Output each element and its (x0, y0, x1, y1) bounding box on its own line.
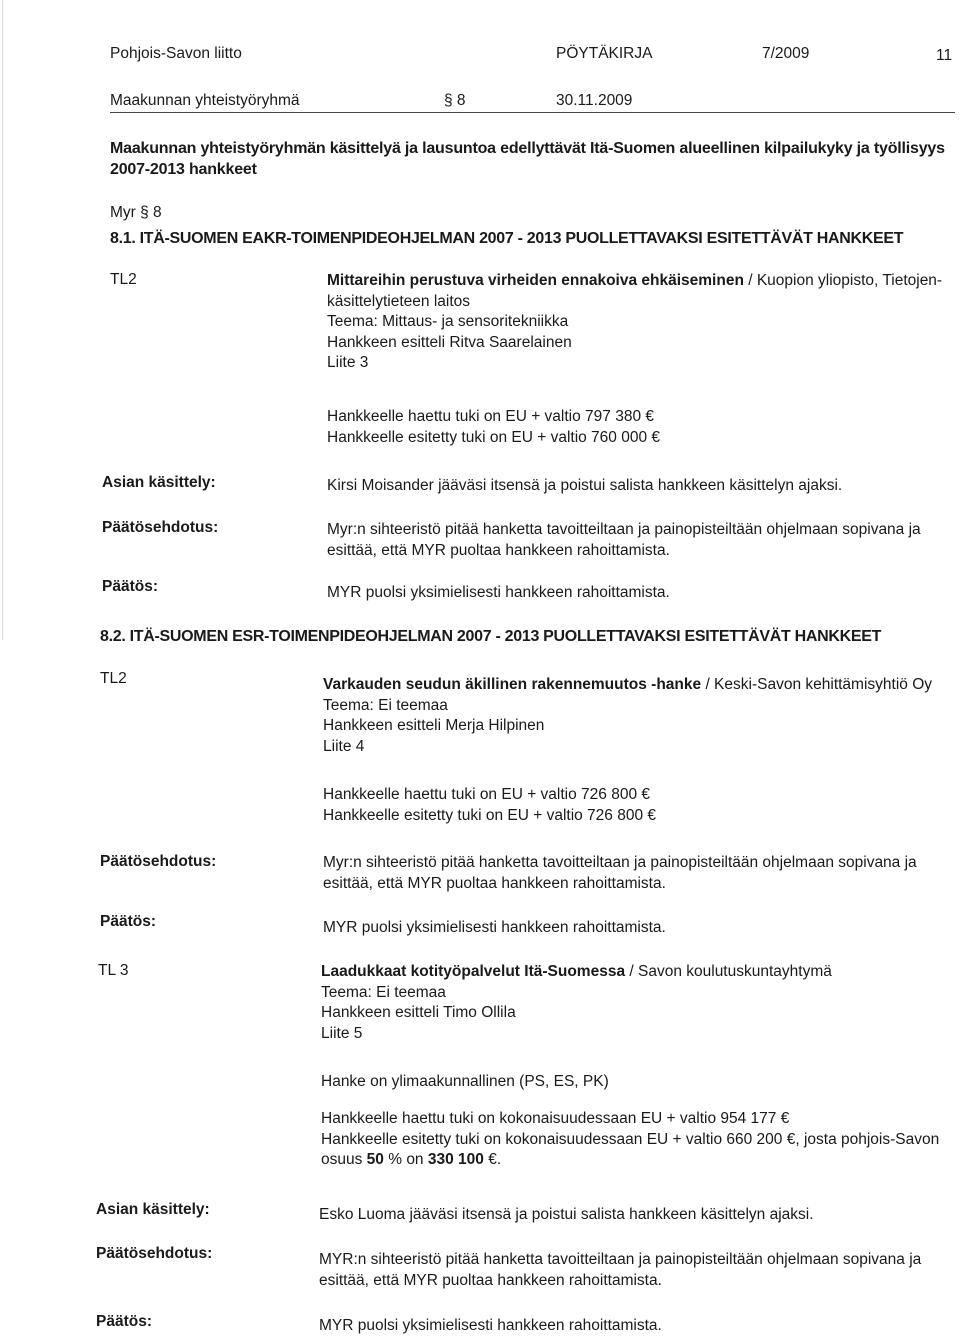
header-date: 30.11.2009 (556, 92, 633, 109)
share-pre: osuus (321, 1151, 367, 1168)
project-theme: Teema: Ei teemaa (323, 696, 448, 714)
handling-text: Esko Luoma jääväsi itsensä ja poistui salista hankkeen käsittelyn ajaksi. (319, 1206, 814, 1223)
header-doc-number: 7/2009 (762, 45, 810, 62)
proposal-block (323, 853, 917, 894)
proposal-label: Päätösehdotus: (100, 853, 217, 870)
project-organization-cont: käsittelytieteen laitos (327, 292, 471, 310)
handling-label: Asian käsittely: (102, 474, 216, 491)
project-info-block (321, 962, 832, 1044)
scan-edge-line (2, 0, 3, 640)
project-code: TL2 (100, 670, 127, 687)
decision-label: Päätös: (102, 578, 158, 595)
project-organization: / Keski-Savon kehittämisyhtiö Oy (701, 676, 933, 693)
funding-proposed: Hankkeelle esitetty tuki on EU + valtio 760 000 € (327, 428, 661, 446)
header-rule (110, 112, 955, 113)
proposal-label: Päätösehdotus: (96, 1245, 213, 1262)
decision-text: MYR puolsi yksimielisesti hankkeen rahoittamista. (323, 919, 666, 936)
proposal-line2: esittää, että MYR puoltaa hankkeen rahoittamista. (319, 1271, 662, 1289)
funding-share (321, 1150, 939, 1171)
proposal-line1: MYR:n sihteeristö pitää hanketta tavoitteiltaan ja painopisteiltään ohjelmaan sopivana ja (319, 1251, 922, 1268)
funding-applied: Hankkeelle haettu tuki on EU + valtio 797 380 € (327, 408, 655, 425)
project-presenter: Hankkeen esitteli Ritva Saarelainen (327, 333, 572, 351)
proposal-line2: esittää, että MYR puoltaa hankkeen rahoittamista. (323, 874, 666, 892)
project-theme: Teema: Mittaus- ja sensoritekniikka (327, 313, 569, 330)
handling-label: Asian käsittely: (96, 1201, 210, 1218)
doc-title-line2: 2007-2013 hankkeet (110, 161, 257, 178)
header-org: Pohjois-Savon liitto (110, 45, 242, 62)
section-heading-eakr: 8.1. ITÄ-SUOMEN EAKR-TOIMENPIDEOHJELMAN 2007 - 2013 PUOLLETTAVAKSI ESITETTÄVÄT HANKKEET (110, 230, 904, 247)
project-theme: Teema: Ei teemaa (321, 983, 446, 1001)
proposal-line1: Myr:n sihteeristö pitää hanketta tavoitteiltaan ja painopisteiltään ohjelmaan sopivana ja (323, 854, 917, 871)
funding-block (327, 407, 660, 448)
header-group: Maakunnan yhteistyöryhmä (110, 92, 300, 109)
project-info-block (323, 675, 932, 757)
proposal-label: Päätösehdotus: (102, 519, 219, 536)
funding-block (323, 785, 656, 826)
decision-label: Päätös: (96, 1313, 152, 1330)
share-mid: % on (383, 1151, 428, 1168)
decision-text: MYR puolsi yksimielisesti hankkeen rahoittamista. (327, 584, 670, 601)
funding-proposed: Hankkeelle esitetty tuki on kokonaisuudessaan EU + valtio 660 200 €, josta pohjois-Savon (321, 1130, 940, 1148)
share-percent: 50 (366, 1151, 384, 1168)
funding-proposed: Hankkeelle esitetty tuki on EU + valtio 726 800 € (323, 806, 657, 824)
project-name: Mittareihin perustuva virheiden ennakoiva ehkäiseminen (327, 272, 744, 289)
project-organization: / Kuopion yliopisto, Tietojen- (743, 272, 943, 289)
myr-reference: Myr § 8 (110, 204, 162, 221)
interregional-note: Hanke on ylimaakunnallinen (PS, ES, PK) (321, 1073, 609, 1090)
project-code: TL2 (110, 271, 137, 288)
project-attachment: Liite 5 (321, 1024, 363, 1042)
project-name: Laadukkaat kotityöpalvelut Itä-Suomessa (321, 963, 626, 980)
project-organization: / Savon koulutuskuntayhtymä (625, 963, 832, 980)
doc-title-line1: Maakunnan yhteistyöryhmän käsittelyä ja lausuntoa edellyttävät Itä-Suomen alueellinen kilpailukyky ja työllisyys (110, 140, 945, 157)
header-page-number: 11 (936, 47, 953, 64)
proposal-line1: Myr:n sihteeristö pitää hanketta tavoitteiltaan ja painopisteiltään ohjelmaan sopivana ja (327, 521, 921, 538)
share-post: €. (483, 1151, 502, 1168)
handling-text: Kirsi Moisander jääväsi itsensä ja poistui salista hankkeen käsittelyn ajaksi. (327, 477, 843, 494)
section-heading-esr: 8.2. ITÄ-SUOMEN ESR-TOIMENPIDEOHJELMAN 2007 - 2013 PUOLLETTAVAKSI ESITETTÄVÄT HANKKEET (100, 628, 882, 645)
funding-applied: Hankkeelle haettu tuki on EU + valtio 726 800 € (323, 786, 651, 803)
project-attachment: Liite 3 (327, 354, 369, 371)
decision-label: Päätös: (100, 913, 156, 930)
project-code: TL 3 (98, 962, 129, 979)
project-attachment: Liite 4 (323, 737, 365, 755)
funding-applied: Hankkeelle haettu tuki on kokonaisuudessaan EU + valtio 954 177 € (321, 1110, 790, 1127)
project-name: Varkauden seudun äkillinen rakennemuutos -hanke (323, 676, 702, 693)
header-section: § 8 (444, 92, 466, 109)
project-presenter: Hankkeen esitteli Timo Ollila (321, 1004, 516, 1021)
header-doc-type: PÖYTÄKIRJA (556, 45, 653, 62)
proposal-block (327, 520, 921, 561)
funding-block (321, 1109, 939, 1171)
proposal-line2: esittää, että MYR puoltaa hankkeen rahoittamista. (327, 541, 670, 559)
decision-text: MYR puolsi yksimielisesti hankkeen rahoittamista. (319, 1317, 662, 1334)
project-presenter: Hankkeen esitteli Merja Hilpinen (323, 717, 545, 734)
proposal-block (319, 1250, 921, 1291)
project-info-block (327, 271, 942, 374)
share-amount: 330 100 (427, 1151, 484, 1168)
